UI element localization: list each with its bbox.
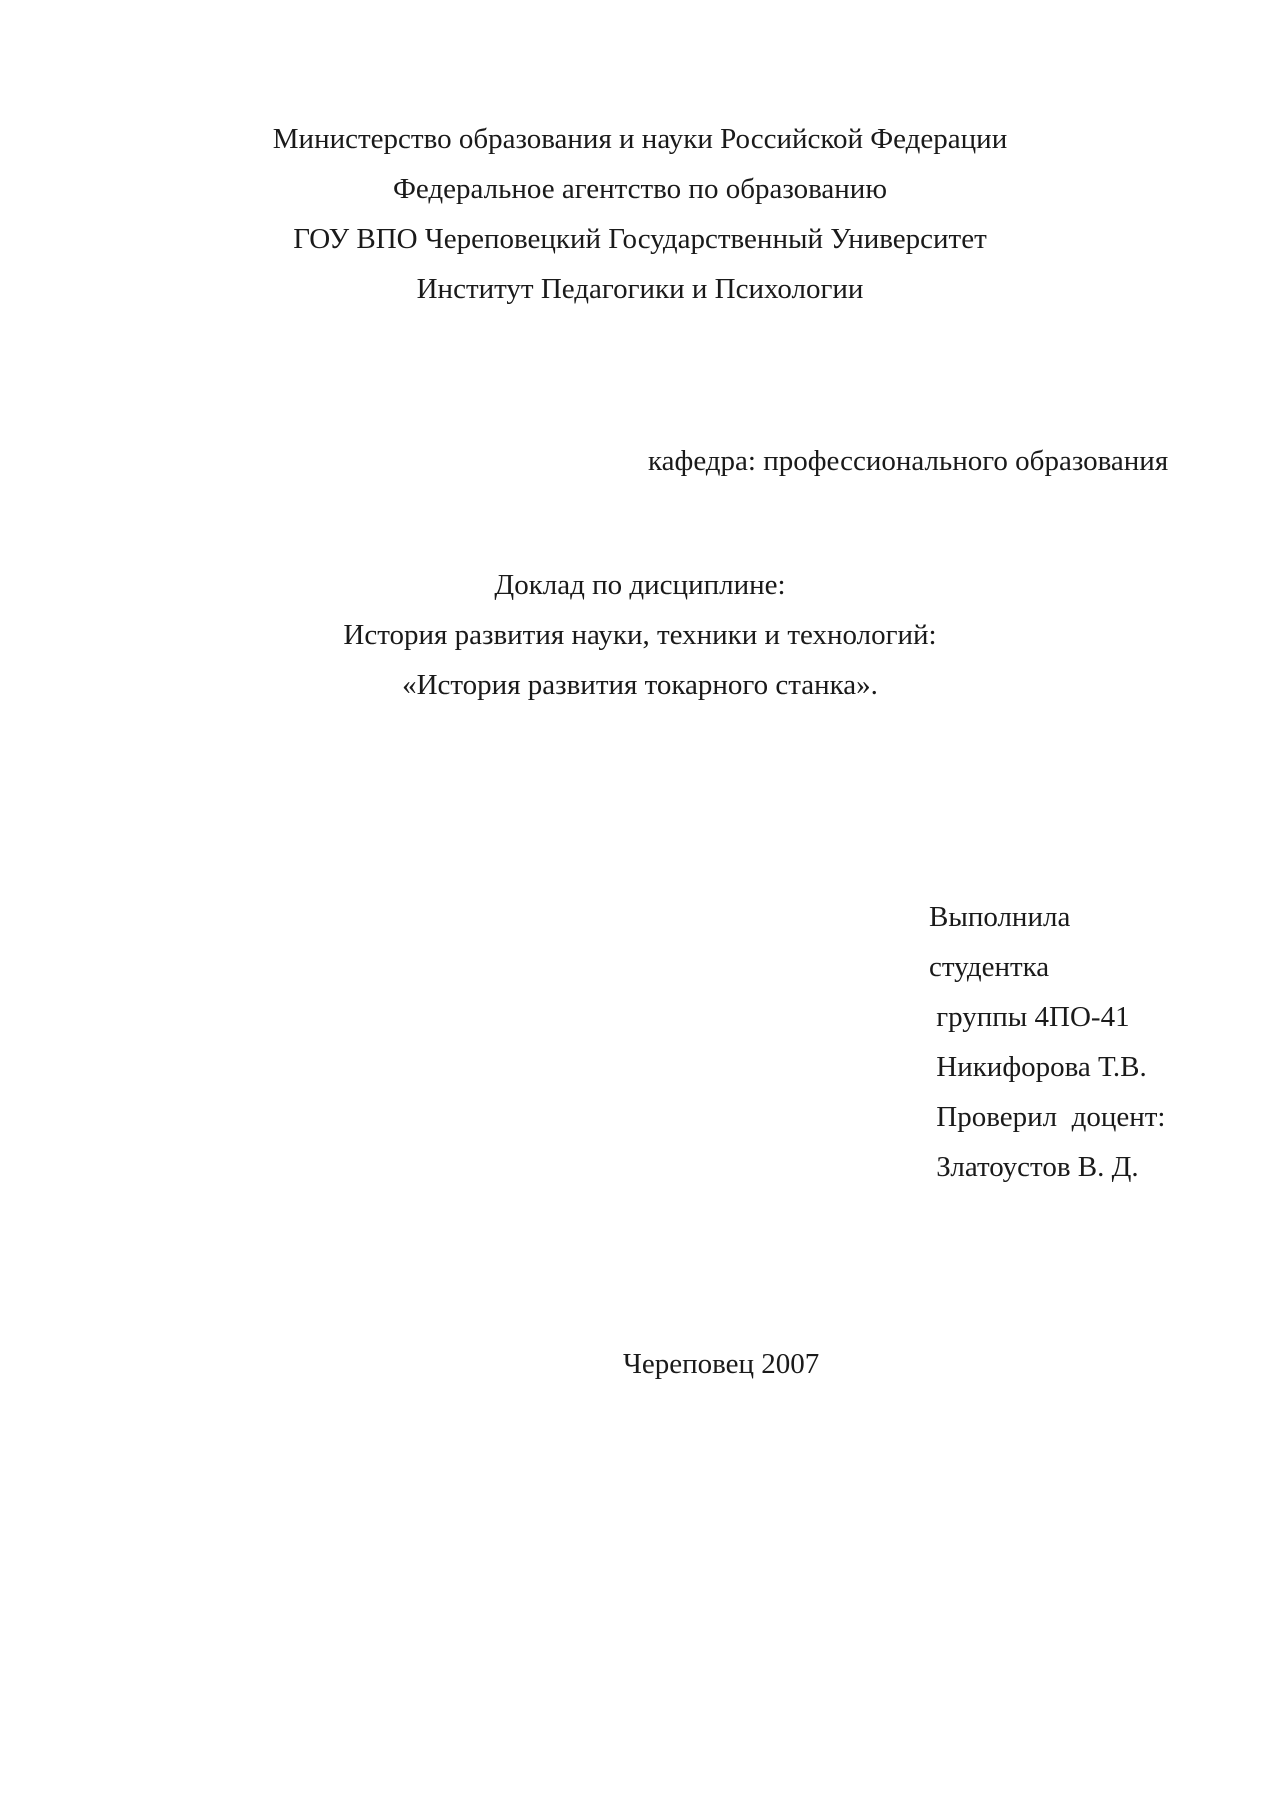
- report-discipline-label: Доклад по дисциплине:: [494, 569, 786, 601]
- performed-label: Выполнила: [929, 901, 1071, 933]
- checker-name: Златоустов В. Д.: [929, 1151, 1139, 1183]
- student-label: студентка: [929, 951, 1050, 983]
- university-line: ГОУ ВПО Череповецкий Государственный Университет: [293, 223, 987, 255]
- checked-label: Проверил доцент:: [929, 1101, 1166, 1133]
- report-topic: «История развития токарного станка».: [402, 669, 878, 701]
- group-line: группы 4ПО-41: [929, 1001, 1130, 1033]
- ministry-line: Министерство образования и науки Российской Федерации: [272, 123, 1008, 155]
- agency-line: Федеральное агентство по образованию: [392, 173, 887, 205]
- author-name: Никифорова Т.В.: [929, 1051, 1147, 1083]
- department-line: кафедра: профессионального образования: [648, 445, 1169, 477]
- city-year: Череповец 2007: [623, 1348, 820, 1380]
- report-discipline-name: История развития науки, техники и технологий:: [343, 619, 937, 651]
- institute-line: Институт Педагогики и Психологии: [416, 273, 864, 305]
